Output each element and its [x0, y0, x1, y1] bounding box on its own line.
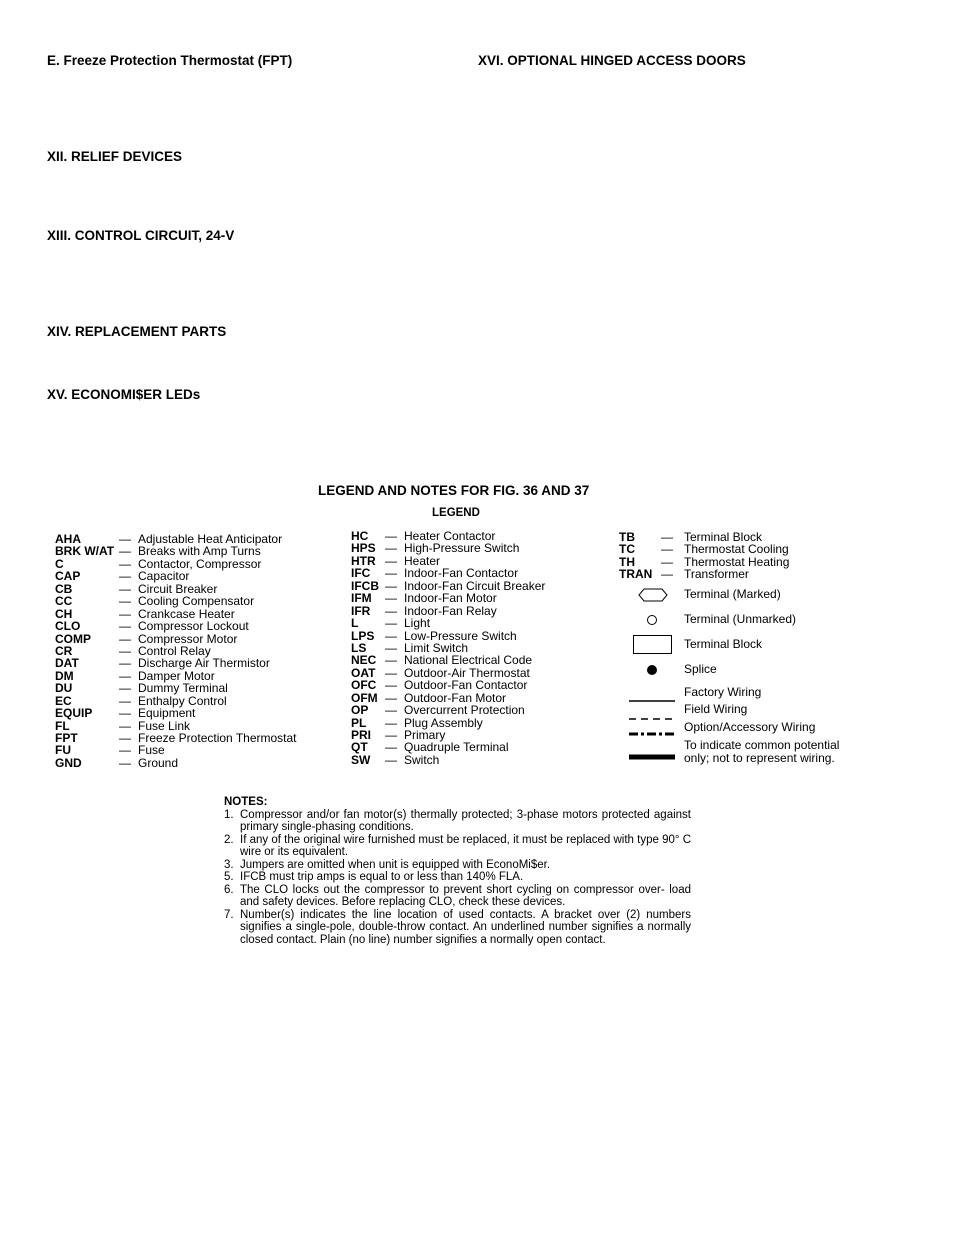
legend-dash: — — [385, 616, 397, 631]
legend-dash: — — [385, 678, 397, 693]
legend-description: Plug Assembly — [404, 715, 483, 730]
terminal-marked-label: Terminal (Marked) — [684, 587, 781, 601]
option-wiring-symbol — [629, 724, 675, 742]
option-wiring-label: Option/Accessory Wiring — [684, 720, 816, 734]
legend-abbreviation: IFM — [351, 591, 372, 606]
legend-description: Damper Motor — [138, 668, 215, 683]
note-number: 7. — [224, 908, 234, 921]
terminal-unmarked-label: Terminal (Unmarked) — [684, 612, 797, 626]
legend-row — [351, 617, 591, 629]
note-item — [224, 871, 691, 884]
legend-abbreviation: IFCB — [351, 578, 379, 593]
legend-row — [55, 657, 325, 669]
note-item — [224, 884, 691, 909]
legend-dash: — — [385, 566, 397, 581]
legend-row — [55, 595, 325, 607]
legend-description: Heater Contactor — [404, 529, 496, 543]
legend-row — [55, 620, 325, 632]
legend-description: Fuse — [138, 743, 165, 758]
legend-row — [351, 567, 591, 579]
terminal-block-symbol — [633, 635, 673, 660]
note-text: Number(s) indicates the line location of used contacts. A bracket over (2) numbers signifies a single-pole, double-throw contact. An underlined number signifies a normally closed contact. Plain (no line) number signifies a normally open contact. — [240, 908, 691, 946]
legend-description: Outdoor-Fan Contactor — [404, 678, 528, 693]
legend-dash: — — [385, 740, 397, 755]
heading-control-circuit: XIII. CONTROL CIRCUIT, 24-V — [47, 228, 235, 243]
legend-dash: — — [119, 718, 131, 733]
legend-dash: — — [119, 643, 131, 658]
note-text: If any of the original wire furnished must be replaced, it must be replaced with type 90° C wire or its equivalent. — [240, 833, 691, 858]
legend-row — [619, 543, 819, 555]
legend-abbreviation: OFM — [351, 690, 378, 705]
legend-dash: — — [119, 656, 131, 671]
legend-description: Terminal Block — [684, 530, 763, 544]
legend-abbreviation: CH — [55, 606, 73, 621]
legend-abbreviation: OFC — [351, 678, 377, 693]
legend-dash: — — [119, 631, 131, 646]
legend-row — [55, 545, 325, 557]
legend-row — [351, 654, 591, 666]
legend-dash: — — [119, 532, 131, 546]
legend-description: Light — [404, 616, 431, 631]
legend-dash: — — [119, 569, 131, 584]
note-number: 5. — [224, 871, 234, 883]
legend-description: Capacitor — [138, 569, 190, 584]
legend-dash: — — [119, 693, 131, 708]
legend-abbreviation: TRAN — [619, 567, 653, 582]
legend-dash: — — [385, 603, 397, 618]
terminal-unmarked-symbol — [646, 613, 658, 631]
legend-description: Indoor-Fan Contactor — [404, 566, 519, 581]
legend-abbreviation: FU — [55, 743, 71, 758]
legend-dash: — — [119, 606, 131, 621]
heading-replacement-parts: XIV. REPLACEMENT PARTS — [47, 324, 227, 339]
legend-abbreviation: PRI — [351, 728, 372, 742]
legend-abbreviation: EQUIP — [55, 706, 93, 721]
legend-description: Indoor-Fan Relay — [404, 603, 497, 618]
legend-dash: — — [385, 553, 397, 568]
legend-column-3 — [619, 531, 819, 581]
legend-dash: — — [385, 703, 397, 718]
legend-abbreviation: TH — [619, 554, 635, 569]
legend-description: Primary — [404, 728, 446, 742]
splice-label: Splice — [684, 662, 717, 676]
note-item — [224, 809, 691, 834]
legend-description: Control Relay — [138, 643, 211, 658]
legend-column-1 — [55, 533, 325, 769]
common-potential-label-1: To indicate common potential — [684, 738, 840, 752]
legend-row — [55, 558, 325, 570]
note-item — [224, 834, 691, 859]
legend-abbreviation: TB — [619, 530, 635, 544]
legend-abbreviation: HTR — [351, 553, 376, 568]
legend-description: Overcurrent Protection — [404, 703, 525, 718]
legend-abbreviation: DM — [55, 668, 74, 683]
note-number: 6. — [224, 883, 234, 896]
legend-dash: — — [661, 567, 673, 582]
legend-dash: — — [661, 530, 673, 544]
legend-dash: — — [119, 731, 131, 745]
legend-dash: — — [385, 628, 397, 643]
legend-abbreviation: GND — [55, 755, 82, 770]
legend-dash: — — [119, 681, 131, 696]
factory-wiring-label: Factory Wiring — [684, 685, 762, 699]
legend-abbreviation: CR — [55, 643, 73, 658]
legend-abbreviation: LS — [351, 640, 367, 655]
legend-dash: — — [385, 578, 397, 593]
legend-description: Adjustable Heat Anticipator — [138, 532, 283, 546]
legend-abbreviation: AHA — [55, 532, 81, 546]
legend-row — [619, 568, 819, 580]
legend-abbreviation: EC — [55, 693, 72, 708]
legend-description: Quadruple Terminal — [404, 740, 509, 755]
legend-abbreviation: IFC — [351, 566, 371, 581]
terminal-marked-symbol — [638, 588, 668, 607]
legend-dash: — — [119, 706, 131, 721]
legend-row — [351, 754, 591, 766]
legend-row — [55, 744, 325, 756]
legend-row — [55, 570, 325, 582]
legend-row — [55, 732, 325, 744]
legend-dash: — — [661, 554, 673, 569]
legend-abbreviation: OAT — [351, 665, 376, 680]
legend-description: Thermostat Cooling — [684, 542, 789, 557]
legend-abbreviation: SW — [351, 752, 371, 767]
legend-description: Discharge Air Thermistor — [138, 656, 270, 671]
legend-dash: — — [385, 715, 397, 730]
legend-abbreviation: C — [55, 556, 64, 571]
legend-description: Limit Switch — [404, 640, 469, 655]
note-item — [224, 909, 691, 947]
legend-abbreviation: LPS — [351, 628, 375, 643]
legend-description: Enthalpy Control — [138, 693, 227, 708]
legend-dash: — — [119, 581, 131, 596]
legend-row — [351, 704, 591, 716]
legend-dash: — — [119, 556, 131, 571]
legend-dash: — — [119, 619, 131, 634]
legend-description: Indoor-Fan Motor — [404, 591, 497, 606]
legend-abbreviation: BRK W/AT — [55, 544, 115, 559]
legend-abbreviation: HPS — [351, 541, 376, 556]
common-potential-label-2: only; not to represent wiring. — [684, 751, 835, 765]
note-text: Compressor and/or fan motor(s) thermally protected; 3-phase motors protected against primary single-phasing conditions. — [240, 808, 691, 833]
legend-column-2 — [351, 530, 591, 766]
legend-description: Indoor-Fan Circuit Breaker — [404, 578, 546, 593]
note-text: The CLO locks out the compressor to prevent short cycling on compressor over- load and safety devices. Before replacing CLO, check these devices. — [240, 883, 691, 908]
legend-subtitle: LEGEND — [432, 507, 480, 519]
legend-row — [55, 707, 325, 719]
legend-row — [351, 542, 591, 554]
legend-description: High-Pressure Switch — [404, 541, 520, 556]
legend-dash: — — [119, 668, 131, 683]
legend-dash: — — [119, 755, 131, 770]
legend-dash: — — [661, 542, 673, 557]
legend-dash: — — [119, 594, 131, 609]
legend-abbreviation: PL — [351, 715, 367, 730]
heading-relief-devices: XII. RELIEF DEVICES — [47, 149, 183, 164]
legend-description: Heater — [404, 553, 441, 568]
splice-symbol — [646, 663, 658, 681]
legend-description: Compressor Lockout — [138, 619, 249, 634]
legend-description: Cooling Compensator — [138, 594, 255, 609]
legend-description: Freeze Protection Thermostat — [138, 731, 297, 745]
legend-row — [351, 741, 591, 753]
note-item — [224, 859, 691, 872]
legend-abbreviation: L — [351, 616, 359, 631]
legend-dash: — — [385, 640, 397, 655]
note-number: 3. — [224, 858, 234, 871]
legend-description: Dummy Terminal — [138, 681, 228, 696]
legend-abbreviation: CB — [55, 581, 73, 596]
legend-abbreviation: NEC — [351, 653, 377, 668]
notes-block — [224, 796, 691, 946]
legend-dash: — — [385, 690, 397, 705]
legend-row — [351, 679, 591, 691]
legend-description: Outdoor-Air Thermostat — [404, 665, 530, 680]
common-potential-symbol — [629, 747, 675, 765]
legend-dash: — — [385, 591, 397, 606]
legend-dash: — — [385, 653, 397, 668]
legend-abbreviation: FPT — [55, 731, 78, 745]
legend-description: Thermostat Heating — [684, 554, 790, 569]
legend-abbreviation: CAP — [55, 569, 81, 584]
legend-dash: — — [119, 743, 131, 758]
legend-description: Breaks with Amp Turns — [138, 544, 261, 559]
legend-description: Circuit Breaker — [138, 581, 218, 596]
legend-row — [55, 757, 325, 769]
legend-abbreviation: IFR — [351, 603, 371, 618]
legend-description: Transformer — [684, 567, 749, 582]
field-wiring-label: Field Wiring — [684, 702, 748, 716]
heading-economiser-leds: XV. ECONOMI$ER LEDs — [47, 387, 201, 402]
legend-dash: — — [385, 529, 397, 543]
legend-abbreviation: DAT — [55, 656, 79, 671]
terminal-block-label: Terminal Block — [684, 637, 763, 651]
heading-freeze-protection: E. Freeze Protection Thermostat (FPT) — [47, 53, 293, 68]
legend-description: Switch — [404, 752, 440, 767]
legend-description: Compressor Motor — [138, 631, 238, 646]
note-text: IFCB must trip amps is equal to or less than 140% FLA. — [240, 871, 524, 883]
note-number: 2. — [224, 833, 234, 846]
legend-abbreviation: HC — [351, 529, 369, 543]
legend-description: Fuse Link — [138, 718, 191, 733]
legend-row — [351, 592, 591, 604]
legend-abbreviation: QT — [351, 740, 368, 755]
legend-abbreviation: COMP — [55, 631, 91, 646]
legend-dash: — — [385, 665, 397, 680]
notes-title: NOTES: — [224, 796, 268, 808]
legend-abbreviation: OP — [351, 703, 369, 718]
legend-description: Ground — [138, 755, 179, 770]
heading-hinged-access-doors: XVI. OPTIONAL HINGED ACCESS DOORS — [478, 53, 746, 68]
legend-dash: — — [385, 728, 397, 742]
legend-description: Crankcase Heater — [138, 606, 235, 621]
legend-abbreviation: TC — [619, 542, 635, 557]
legend-row — [55, 682, 325, 694]
legend-dash: — — [385, 752, 397, 767]
legend-abbreviation: DU — [55, 681, 73, 696]
legend-title: LEGEND AND NOTES FOR FIG. 36 AND 37 — [318, 483, 590, 498]
legend-dash: — — [119, 544, 131, 559]
legend-dash: — — [385, 541, 397, 556]
legend-description: Contactor, Compressor — [138, 556, 262, 571]
legend-abbreviation: CC — [55, 594, 73, 609]
legend-description: National Electrical Code — [404, 653, 533, 668]
legend-description: Outdoor-Fan Motor — [404, 690, 507, 705]
legend-abbreviation: FL — [55, 718, 70, 733]
factory-wiring-symbol — [629, 690, 675, 708]
legend-description: Low-Pressure Switch — [404, 628, 517, 643]
legend-abbreviation: CLO — [55, 619, 81, 634]
note-text: Jumpers are omitted when unit is equipped with EconoMi$er. — [240, 858, 551, 871]
legend-description: Equipment — [138, 706, 196, 721]
note-number: 1. — [224, 808, 234, 821]
